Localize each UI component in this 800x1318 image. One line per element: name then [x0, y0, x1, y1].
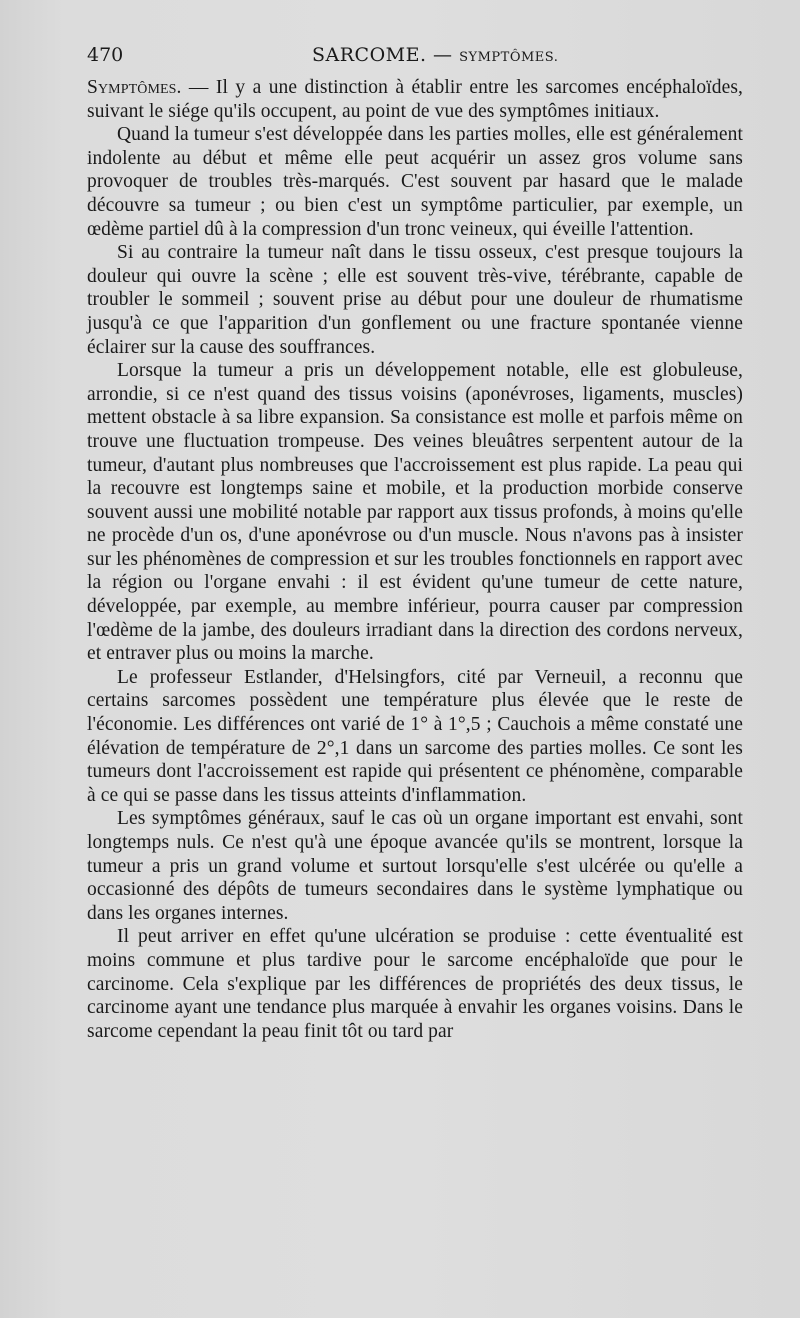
running-title-sub: SYMPTÔMES.	[459, 50, 559, 65]
paragraph: Les symptômes généraux, sauf le cas où un organe important est envahi, sont longtemps nuls. Ce n'est qu'à une époque avancée qu'ils se montrent, lorsque la tumeur a pris un grand volume et surtout lorsqu'elle s'est ulcérée ou qu'elle a occasionné des dépôts de tumeurs secondaires dans le système lymphatique ou dans les organes internes.	[87, 808, 743, 924]
page-number: 470	[87, 44, 124, 66]
paragraph: Lorsque la tumeur a pris un développement notable, elle est globuleuse, arrondie, si ce n'est quand des tissus voisins (aponévroses, ligaments, muscles) mettent obstacle à sa libre expansion. Sa consistance est molle et parfois même on trouve une fluctuation trompeuse. Des veines bleuâtres serpentent autour de la tumeur, d'autant plus nombreuses que l'accroissement est plus rapide. La peau qui la recouvre est longtemps saine et mobile, et la production morbide conserve souvent aussi une mobilité notable par rapport aux tissus profonds, à moins qu'elle ne procède d'un os, d'une aponévrose ou d'un muscle. Nous n'avons pas à insister sur les phénomènes de compression et sur les troubles fonctionnels en rapport avec la région ou l'organe envahi : il est évident qu'une tumeur de cette nature, développée, par exemple, au membre inférieur, pourra causer par compression l'œdème de la jambe, des douleurs irradiant dans la direction des cordons nerveux, et entraver plus ou moins la marche.	[87, 360, 743, 665]
running-title	[312, 44, 558, 66]
paragraph: Si au contraire la tumeur naît dans le tissu osseux, c'est presque toujours la douleur qui ouvre la scène ; elle est souvent très-vive, térébrante, capable de troubler le sommeil ; souvent prise au début pour une douleur de rhumatisme jusqu'à ce que l'apparition d'un gonflement ou une fracture spontanée vienne éclairer sur la cause des souffrances.	[87, 242, 743, 358]
paragraph-text: — Il y a une distinction à établir entre les sarcomes encéphaloïdes, suivant le siége qu'ils occupent, au point de vue des symptômes initiaux.	[87, 77, 743, 122]
running-title-main: SARCOME. —	[312, 44, 453, 66]
paragraph: Le professeur Estlander, d'Helsingfors, cité par Verneuil, a reconnu que certains sarcomes possèdent une température plus élevée que le reste de l'économie. Les différences ont varié de 1° à 1°,5 ; Cauchois a même constaté une élévation de température de 2°,1 dans un sarcome des parties molles. Ce sont les tumeurs dont l'accroissement est rapide qui présentent ce phénomène, comparable à ce qui se passe dans les tissus atteints d'inflammation.	[87, 666, 743, 806]
body-text	[87, 76, 743, 1043]
page-header	[87, 44, 743, 74]
paragraph: Quand la tumeur s'est développée dans les parties molles, elle est généralement indolente au début et même elle peut acquérir un assez gros volume sans provoquer de troubles très-marqués. C'est souvent par hasard que le malade découvre sa tumeur ; ou bien c'est un symptôme particulier, par exemple, un œdème partiel dû à la compression d'un tronc veineux, qui éveille l'attention.	[87, 124, 743, 240]
paragraph: Il peut arriver en effet qu'une ulcération se produise : cette éventualité est moins commune et plus tardive pour le sarcome encéphaloïde que pour le carcinome. Cela s'explique par les différences de propriétés des deux tissus, le carcinome ayant une tendance plus marquée à envahir les organes voisins. Dans le sarcome cependant la peau finit tôt ou tard par	[87, 926, 743, 1042]
paragraph	[87, 76, 743, 123]
section-label: Symptômes.	[87, 77, 182, 98]
